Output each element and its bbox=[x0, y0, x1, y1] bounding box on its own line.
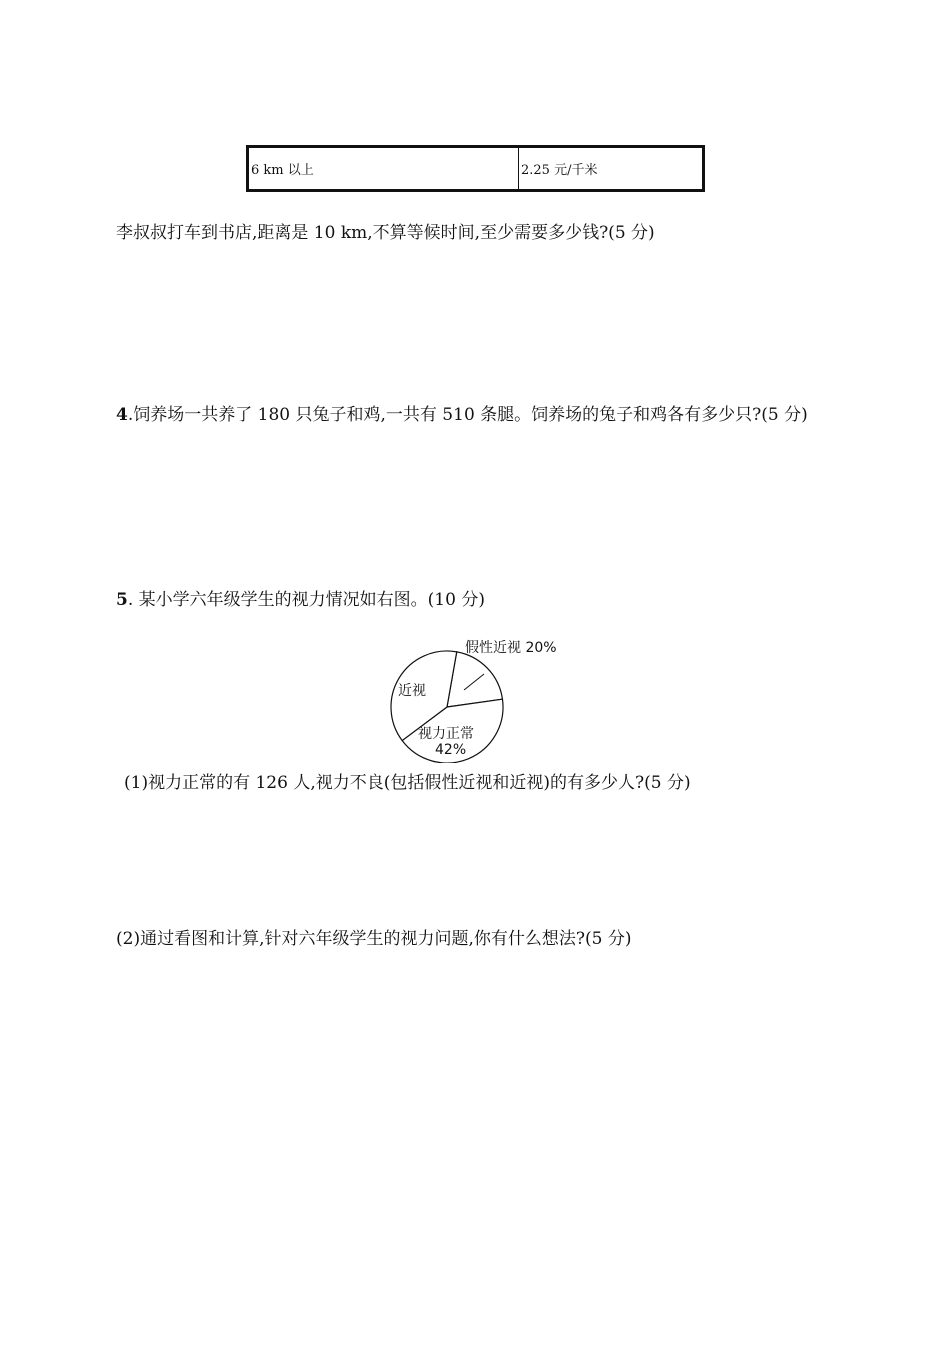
question-4 bbox=[116, 402, 846, 429]
question-4-text: .饲养场一共养了 180 只兔子和鸡,一共有 510 条腿。饲养场的兔子和鸡各有多少只?(5 分) bbox=[127, 405, 808, 425]
fare-distance-cell: 6 km 以上 bbox=[249, 148, 519, 189]
fare-price-cell: 2.25 元/千米 bbox=[521, 163, 598, 178]
question-5-number: 5 bbox=[116, 590, 128, 610]
question-5 bbox=[116, 587, 846, 614]
pie-label-myopia: 近视 bbox=[398, 683, 426, 699]
question-4-number: 4 bbox=[116, 405, 128, 425]
question-3-text: 李叔叔打车到书店,距离是 10 km,不算等候时间,至少需要多少钱?(5 分) bbox=[116, 223, 655, 243]
vision-pie-chart bbox=[380, 635, 570, 763]
question-5-part-1: (1)视力正常的有 126 人,视力不良(包括假性近视和近视)的有多少人?(5 分) bbox=[124, 773, 691, 793]
pie-svg bbox=[380, 635, 570, 763]
pie-value-normal: 42% bbox=[435, 742, 467, 758]
question-5-text: . 某小学六年级学生的视力情况如右图。(10 分) bbox=[127, 590, 485, 610]
fare-table bbox=[246, 145, 705, 192]
question-5-part-2: (2)通过看图和计算,针对六年级学生的视力问题,你有什么想法?(5 分) bbox=[116, 929, 632, 949]
pie-label-pseudo-myopia: 假性近视 20% bbox=[465, 640, 557, 656]
pie-label-normal: 视力正常 bbox=[418, 726, 474, 742]
